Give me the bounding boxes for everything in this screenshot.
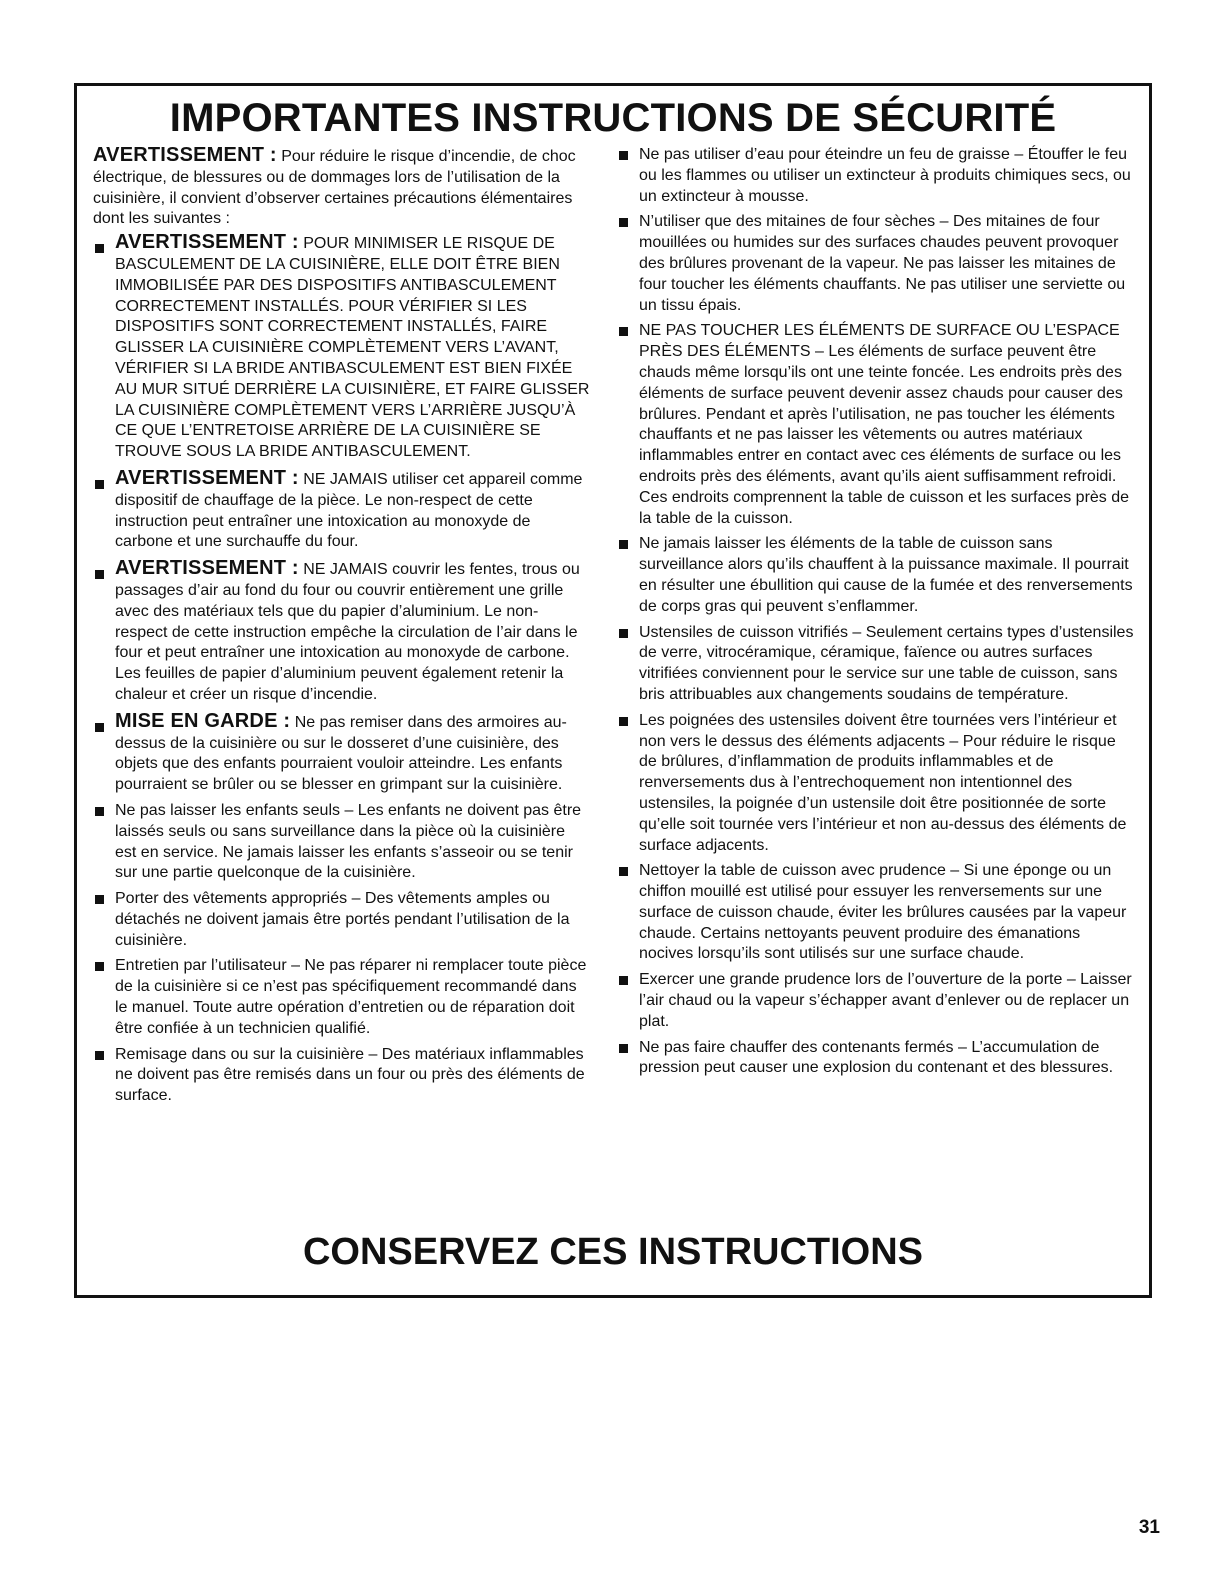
list-item: Ne pas faire chauffer des contenants fermés – L’accumulation de pression peut causer une explosion du contenant et des blessures. bbox=[617, 1038, 1137, 1080]
caution-item bbox=[93, 711, 590, 796]
list-item: Remisage dans ou sur la cuisinière – Des matériaux inflammables ne doivent pas être remisés dans un four ou près des éléments de surface. bbox=[93, 1045, 590, 1107]
warning-item bbox=[93, 232, 590, 463]
warning-item bbox=[93, 558, 590, 706]
warning-label: AVERTISSEMENT : bbox=[115, 557, 299, 580]
list-item: Ne jamais laisser les éléments de la table de cuisson sans surveillance alors qu’ils chauffent à la puissance maximale. Il pourrait en résulter une ébullition qui cause de la fumée et des renversements de corps gras qui peuvent s’enflammer. bbox=[617, 534, 1137, 617]
bullet-square-icon bbox=[95, 895, 104, 904]
list-item: Ne pas utiliser d’eau pour éteindre un feu de graisse – Étouffer le feu ou les flammes ou utiliser un extincteur à produits chimiques secs, ou un extincteur à mousse. bbox=[617, 145, 1137, 207]
page-number: 31 bbox=[1138, 1517, 1160, 1538]
bullet-square-icon bbox=[95, 1051, 104, 1060]
list-item: Ne pas laisser les enfants seuls – Les enfants ne doivent pas être laissés seuls ou sans surveillance dans la pièce où la cuisinière est en service. Ne jamais laisser les enfants s’asseoir ou se tenir sur une partie quelconque de la cuisinière. bbox=[93, 801, 590, 884]
caution-label: MISE EN GARDE : bbox=[115, 709, 291, 732]
list-item: Ustensiles de cuisson vitrifiés – Seulement certains types d’ustensiles de verre, vitrocéramique, céramique, faïence ou autres surfaces vitrifiées conviennent pour le service sur une table de cuisson, sans bris attribuables aux changements soudains de température. bbox=[617, 623, 1137, 706]
warning-item bbox=[93, 468, 590, 553]
intro-text: Pour réduire le risque d’incendie, de choc électrique, de blessures ou de dommages lors de l’utilisation de la cuisinière, il convient d’observer certaines précautions élémentaires dont les suivantes : bbox=[93, 148, 576, 228]
caution-text: Ne pas remiser dans des armoires au-dessus de la cuisinière ou sur le dosseret d’une cuisinière, des objets que des enfants pourraient vouloir atteindre. Les enfants pourraient se brûler ou se blesser en grimpant sur la cuisinière. bbox=[115, 713, 567, 794]
warning-text: POUR MINIMISER LE RISQUE DE BASCULEMENT DE LA CUISINIÈRE, ELLE DOIT ÊTRE BIEN IMMOBILISÉE PAR DES DISPOSITIFS ANTIBASCULEMENT CORRECTEMENT INSTALLÉS. POUR VÉRIFIER SI LES DISPOSITIFS SONT CORRECTEMENT INSTALLÉS, FAIRE GLISSER LA CUISINIÈRE COMPLÈTEMENT VERS L’AVANT, VÉRIFIER SI LA BRIDE ANTIBASCULEMENT EST BIEN FIXÉE AU MUR SITUÉ DERRIÈRE LA CUISINIÈRE, ET FAIRE GLISSER LA CUISINIÈRE COMPLÈTEMENT VERS L’ARRIÈRE JUSQU’À CE QUE L’ENTRETOISE ARRIÈRE DE LA CUISINIÈRE SE TROUVE SOUS LA BRIDE ANTIBASCULEMENT. bbox=[115, 235, 590, 461]
bullet-square-icon bbox=[619, 151, 628, 160]
bullet-square-icon bbox=[619, 976, 628, 985]
bullet-square-icon bbox=[619, 1044, 628, 1053]
left-column bbox=[93, 145, 590, 1112]
bullet-square-icon bbox=[95, 723, 104, 732]
bullet-square-icon bbox=[95, 570, 104, 579]
warning-label: AVERTISSEMENT : bbox=[115, 231, 299, 254]
bullet-square-icon bbox=[619, 218, 628, 227]
bullet-square-icon bbox=[619, 867, 628, 876]
intro-warning-label: AVERTISSEMENT : bbox=[93, 144, 277, 166]
list-item: Exercer une grande prudence lors de l’ouverture de la porte – Laisser l’air chaud ou la vapeur s’échapper avant d’enlever ou de replacer un plat. bbox=[617, 970, 1137, 1032]
bullet-square-icon bbox=[619, 540, 628, 549]
bullet-square-icon bbox=[619, 629, 628, 638]
list-item: Porter des vêtements appropriés – Des vêtements amples ou détachés ne doivent jamais être portés pendant l’utilisation de la cuisinière. bbox=[93, 889, 590, 951]
list-item: N’utiliser que des mitaines de four sèches – Des mitaines de four mouillées ou humides sur des surfaces chaudes peuvent provoquer des brûlures provenant de la vapeur. Ne pas laisser les mitaines de four toucher les éléments chauffants. Ne pas utiliser une serviette ou un tissu épais. bbox=[617, 212, 1137, 316]
footer-title: CONSERVEZ CES INSTRUCTIONS bbox=[302, 1231, 924, 1273]
bullet-square-icon bbox=[95, 480, 104, 489]
warning-text: NE JAMAIS couvrir les fentes, trous ou passages d’air au fond du four ou couvrir entièrement une grille avec des matériaux tels que du papier d’aluminium. Le non-respect de cette instruction empêche la circulation de l’air dans le four et peut entraîner une intoxication au monoxyde de carbone. Les feuilles de papier d’aluminium peuvent également retenir la chaleur et créer un risque d’incendie. bbox=[115, 561, 580, 703]
right-column bbox=[617, 145, 1137, 1084]
bullet-square-icon bbox=[95, 807, 104, 816]
warning-text: NE JAMAIS utiliser cet appareil comme dispositif de chauffage de la pièce. Le non-respect de cette instruction peut entraîner une intoxication au monoxyde de carbone et une surchauffe du four. bbox=[115, 470, 583, 551]
warning-label: AVERTISSEMENT : bbox=[115, 466, 299, 489]
page-title: IMPORTANTES INSTRUCTIONS DE SÉCURITÉ bbox=[169, 96, 1057, 140]
bullet-square-icon bbox=[95, 244, 104, 253]
bullet-square-icon bbox=[619, 327, 628, 336]
list-item: Nettoyer la table de cuisson avec prudence – Si une éponge ou un chiffon mouillé est utilisé pour essuyer les renversements sur une surface de cuisson chaude, éviter les brûlures causées par la vapeur chaude. Certains nettoyants peuvent produire des émanations nocives lorsqu’ils sont utilisés sur une surface chaude. bbox=[617, 861, 1137, 965]
bullet-square-icon bbox=[619, 717, 628, 726]
list-item: Entretien par l’utilisateur – Ne pas réparer ni remplacer toute pièce de la cuisinière si ce n’est pas spécifiquement recommandé dans le manuel. Toute autre opération d’entretien ou de réparation doit être confiée à un technicien qualifié. bbox=[93, 956, 590, 1039]
safety-instructions-box bbox=[74, 83, 1152, 1298]
intro-paragraph bbox=[93, 145, 590, 230]
list-item: NE PAS TOUCHER LES ÉLÉMENTS DE SURFACE OU L’ESPACE PRÈS DES ÉLÉMENTS – Les éléments de surface peuvent être chauds même lorsqu’ils ont une teinte foncée. Les endroits près des éléments de surface peuvent devenir assez chauds pour causer des brûlures. Pendant et après l’utilisation, ne pas toucher les éléments chauffants et ne pas laisser les vêtements ou autres matériaux inflammables entrer en contact avec ces éléments de surface ou les endroits près des éléments, avant qu’ils aient suffisamment refroidi. Ces endroits comprennent la table de cuisson et les surfaces près de la table de la cuisson. bbox=[617, 321, 1137, 529]
bullet-square-icon bbox=[95, 962, 104, 971]
list-item: Les poignées des ustensiles doivent être tournées vers l’intérieur et non vers le dessus des éléments adjacents – Pour réduire le risque de brûlures, d’inflammation de produits inflammables et de renversements dus à l’entrechoquement non intentionnel des ustensiles, la poignée d’un ustensile doit être positionnée de sorte qu’elle soit tournée vers l’intérieur et non au-dessus des éléments de surface adjacents. bbox=[617, 711, 1137, 857]
